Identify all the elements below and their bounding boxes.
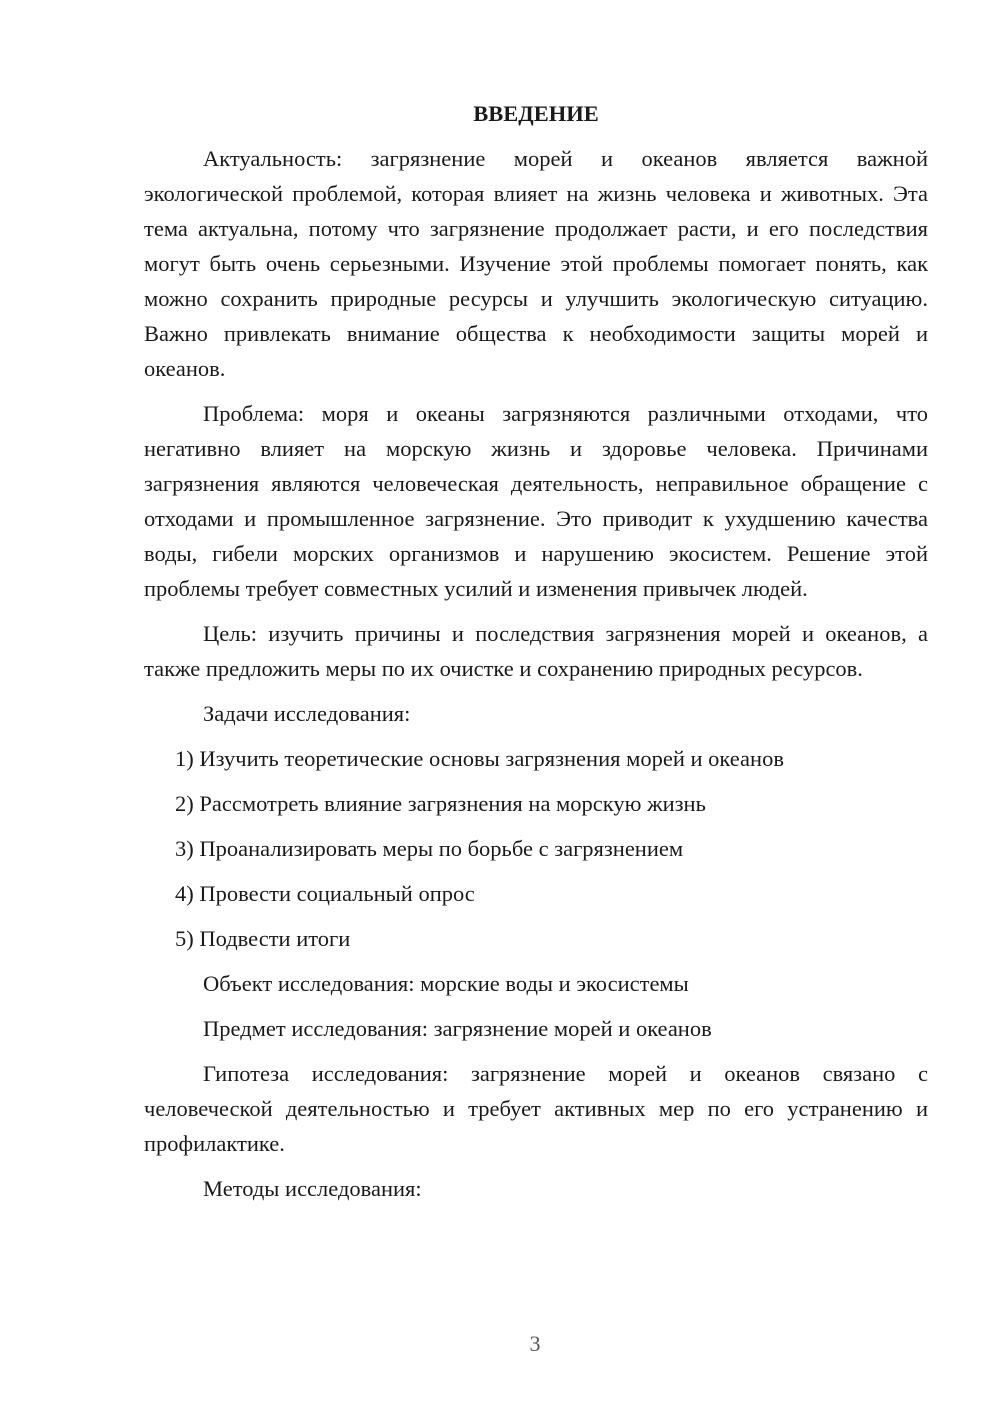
task-item-2: 2) Рассмотреть влияние загрязнения на морскую жизнь xyxy=(175,791,706,816)
document-title: ВВЕДЕНИЕ xyxy=(473,101,599,126)
task-item-3: 3) Проанализировать меры по борьбе с загрязнением xyxy=(175,836,684,861)
tasks-heading: Задачи исследования: xyxy=(203,701,411,726)
page-number: 3 xyxy=(529,1331,541,1356)
subject-line: Предмет исследования: загрязнение морей и океанов xyxy=(203,1016,712,1041)
relevance-paragraph: Актуальность: загрязнение морей и океанов является важной экологической проблемой, которая влияет на жизнь человека и животных. Эта тема актуальна, потому что загрязнение продолжает расти, и его последствия могут быть очень серьезными. Изучение этой проблемы помогает понять, как можно сохранить природные ресурсы и улучшить экологическую ситуацию. Важно привлекать внимание общества к необходимости защиты морей и океанов. xyxy=(144,146,928,381)
task-item-5: 5) Подвести итоги xyxy=(175,926,351,951)
task-item-1: 1) Изучить теоретические основы загрязнения морей и океанов xyxy=(175,746,784,771)
hypothesis-paragraph: Гипотеза исследования: загрязнение морей и океанов связано с человеческой деятельностью и требует активных мер по его устранению и профилактике. xyxy=(144,1061,928,1156)
task-item-4: 4) Провести социальный опрос xyxy=(175,881,475,906)
methods-heading: Методы исследования: xyxy=(203,1176,422,1201)
goal-paragraph: Цель: изучить причины и последствия загрязнения морей и океанов, а также предложить меры по их очистке и сохранению природных ресурсов. xyxy=(144,621,928,681)
problem-paragraph: Проблема: моря и океаны загрязняются различными отходами, что негативно влияет на морскую жизнь и здоровье человека. Причинами загрязнения являются человеческая деятельность, неправильное обращение с отходами и промышленное загрязнение. Это приводит к ухудшению качества воды, гибели морских организмов и нарушению экосистем. Решение этой проблемы требует совместных усилий и изменения привычек людей. xyxy=(144,401,928,601)
object-line: Объект исследования: морские воды и экосистемы xyxy=(203,971,689,996)
document-page xyxy=(144,96,928,1216)
